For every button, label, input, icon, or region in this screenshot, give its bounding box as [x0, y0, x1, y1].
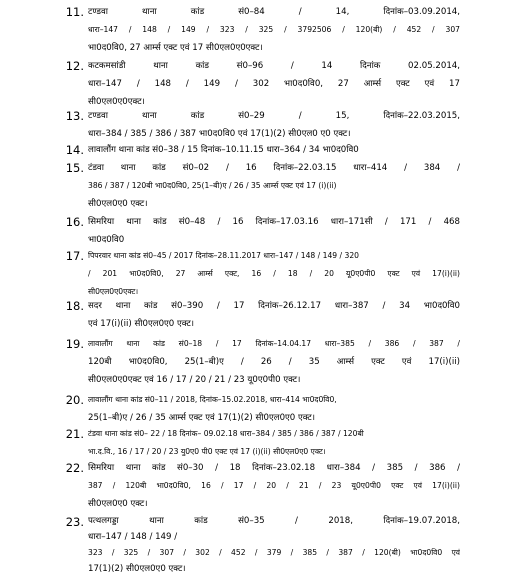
- entry-number: 13.: [65, 109, 84, 123]
- entry-line: / 201 भा0द0वि0, 27 आर्म्स एक्ट, 16 / 18 / 20 यू0ए0पी0 एक्ट एवं 17(i)(ii): [88, 269, 460, 278]
- entry-number: 21.: [65, 427, 84, 441]
- entry-line: सी0एल0ए0एक्ट।: [88, 97, 145, 107]
- entry-text: [88, 391, 460, 427]
- entry-line: लावालौंग थाना कांड सं0–11 / 2018, दिनांक–15.02.2018, धारा–414 भा0द0वि0,: [88, 395, 337, 404]
- entry-text: [88, 213, 460, 249]
- entry-line: सी0एल0ए0एक्ट एवं 16 / 17 / 20 / 21 / 23 यू0ए0पी0 एक्ट।: [88, 375, 301, 385]
- entry-number: 18.: [65, 299, 84, 313]
- entry-number: 16.: [65, 215, 84, 229]
- entry-line: भा0द0वि0: [88, 235, 125, 245]
- entry-line: पत्थलगड्डा थाना कांड सं0–35 / 2018, दिनांक–19.07.2018,: [88, 516, 460, 526]
- entry-text: [88, 57, 460, 111]
- entry-line: लावालौंग थाना कांड सं0–18 / 17 दिनांक–14.04.17 धारा–385 / 386 / 387 /: [88, 339, 460, 348]
- entry-line: 17(1)(2) सी0एल0ए0 एक्ट।: [88, 564, 186, 574]
- entry-line: टण्डवा थाना कांड सं0–29 / 15, दिनांक–22.03.2015,: [88, 111, 460, 121]
- entry-text: [88, 297, 460, 333]
- entry-number: 23.: [65, 515, 84, 529]
- entry-text: [88, 3, 460, 57]
- entry-text: [88, 513, 460, 577]
- entry-line: धारा–147 / 148 / 149 / 323 / 325 / 3792506 / 120(बी) / 452 / 307: [88, 25, 460, 34]
- entry-number: 14.: [65, 143, 84, 157]
- entry-number: 15.: [65, 161, 84, 175]
- entry-line: 323 / 325 / 307 / 302 / 452 / 379 / 385 / 387 / 120(बी) भा0द0वि0 एवं: [88, 548, 460, 557]
- entry-number: 17.: [65, 249, 84, 263]
- entry-text: [88, 141, 460, 159]
- entry-line: धारा–384 / 385 / 386 / 387 भा0द0वि0 एवं 17(1)(2) सी0एल0 ए0 एक्ट।: [88, 129, 351, 139]
- entry-line: सी0एल0ए0 एक्ट।: [88, 199, 148, 209]
- entry-line: टण्डवा थाना कांड सं0–84 / 14, दिनांक–03.09.2014,: [88, 7, 460, 17]
- entry-line: लावालौंग थाना कांड सं0–38 / 15 दिनांक–10.11.15 धारा–364 / 34 भा0द0वि0: [88, 145, 359, 155]
- entry-number: 12.: [65, 59, 84, 73]
- entry-line: 387 / 120बी भा0द0वि0, 16 / 17 / 20 / 21 / 23 यू0ए0पी0 एक्ट एवं 17(i)(ii): [88, 481, 460, 490]
- entry-line: 25(1–बी)ए / 26 / 35 आर्म्स एक्ट एवं 17(1)(2) सी0एल0ए0 एक्ट।: [88, 413, 316, 423]
- entry-text: [88, 425, 460, 461]
- entry-number: 11.: [65, 5, 84, 19]
- entry-line: कटकमसांडी थाना कांड सं0–96 / 14 दिनांक 02.05.2014,: [88, 61, 460, 71]
- entry-line: सिमरिया थाना कांड सं0–48 / 16 दिनांक–17.03.16 धारा–171सी / 171 / 468: [88, 217, 460, 227]
- entry-line: धारा–147 / 148 / 149 / 302 भा0द0वि0, 27 आर्म्स एक्ट एवं 17: [88, 79, 460, 89]
- entry-number: 22.: [65, 461, 84, 475]
- entry-line: सिमरिया थाना कांड सं0–30 / 18 दिनांक–23.02.18 धारा–384 / 385 / 386 /: [88, 463, 460, 473]
- entry-number: 20.: [65, 393, 84, 407]
- entry-line: धारा–147 / 148 / 149 /: [88, 532, 178, 542]
- entry-text: [88, 107, 460, 143]
- entry-line: 386 / 387 / 120बी भा0द0वि0, 25(1–बी)ए / 26 / 35 आर्म्स एक्ट एवं 17 (i)(ii): [88, 181, 337, 190]
- entry-line: 120बी भा0द0वि0, 25(1–बी)ए / 26 / 35 आर्म्स एक्ट एवं 17(i)(ii): [88, 357, 460, 367]
- entry-line: टंडवा थाना कांड सं0– 22 / 18 दिनांक– 09.02.18 धारा–384 / 385 / 386 / 387 / 120बी: [88, 429, 364, 438]
- entry-line: सदर थाना कांड सं0–390 / 17 दिनांक–26.12.17 धारा–387 / 34 भा0द0वि0: [88, 301, 460, 311]
- entry-line: भा0द0वि0, 27 आर्म्स एक्ट एवं 17 सी0एल0ए0एक्ट।: [88, 43, 263, 53]
- entry-text: [88, 159, 460, 213]
- entry-text: [88, 459, 460, 513]
- entry-line: पिपरवार थाना कांड सं0–45 / 2017 दिनांक–28.11.2017 धारा–147 / 148 / 149 / 320: [88, 251, 359, 260]
- entry-line: एवं 17(i)(ii) सी0एल0ए0 एक्ट।: [88, 319, 195, 329]
- entry-line: टंडवा थाना कांड सं0–02 / 16 दिनांक–22.03.15 धारा–414 / 384 /: [88, 163, 460, 173]
- entry-line: भा.द.वि., 16 / 17 / 20 / 23 यु0ए0 पी0 एक्ट एवं 17 (i)(ii) सी0एल0ए0 एक्ट।: [88, 447, 326, 456]
- entry-line: सी0एल0ए0एक्ट।: [88, 287, 139, 296]
- entry-text: [88, 335, 460, 389]
- entry-number: 19.: [65, 337, 84, 351]
- entry-text: [88, 247, 460, 301]
- entry-line: सी0एल0ए0 एक्ट।: [88, 499, 148, 509]
